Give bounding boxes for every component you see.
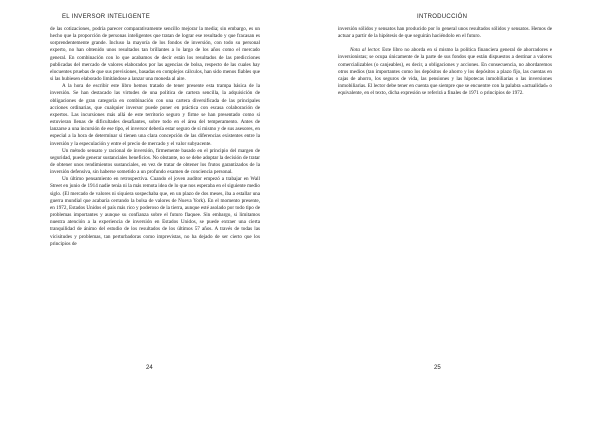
right-page — [300, 0, 600, 424]
running-head: INTRODUCCIÓN — [417, 14, 468, 20]
note-label: Nota al lector. — [350, 47, 381, 54]
body-text — [50, 26, 260, 248]
note-text: Este libro no aborda en sí mismo la política financiera general de ahorradores e inversionistas; se ocupa únicamente de la parte de sus fondos que están dispuestos a destinar a valores comercializables (o canjeables), es decir, a obligaciones y acciones. En consecuencia, no abordaremos otros medios (tan importantes como los depósitos de ahorro y los depósitos a plazo fijo, las cuentas en cajas de ahorro, los seguros de vida, las pensiones y las hipotecas inmobiliarias o las inversiones inmobiliarias. El lector debe tener en cuenta que siempre que se encuentre con la palabra «actualidad» o equivalente, en el texto, dicha expresión se referirá a finales de 1971 o principios de 1972. — [338, 47, 552, 97]
paragraph: Un último pensamiento en retrospectiva. Cuando el joven auditor empezó a trabajar en Wall Street en junio de 1914 nadie tenía ni la más remota idea de lo que nos esperaba en el siguiente medio siglo. (El mercado de valores ni siquiera sospechaba que, en un plazo de dos meses, iba a estallar una guerra mundial que acabaría cerrando la bolsa de valores de Nueva York). En el momento presente, en 1972, Estados Unidos el país más rico y poderoso de la tierra, aunque esté asolado por todo tipo de problemas importantes y aunque su confianza sobre el futuro flaquee. Sin embargo, si limitamos nuestra atención a la experiencia de inversión en Estados Unidos, se puede extraer una cierta tranquilidad de ánimo del estudio de los resultados de los últimos 57 años. A través de todas las vicisitudes y problemas, tan perturbadoras como imprevistas, no ha dejado de ser cierto que los principios de — [50, 176, 260, 247]
note-paragraph — [338, 47, 552, 97]
body-text — [338, 26, 552, 97]
running-head: EL INVERSOR INTELIGENTE — [62, 14, 151, 20]
paragraph: de las cotizaciones, podría parecer comparativamente sencillo mejorar la media; sin embargo, es un hecho que la proporción de personas inteligentes que tratan de lograr ese resultado y que fracasan es sorprendentemente grande. Incluso la mayoría de los fondos de inversión, con todo su personal experto, no han obtenido unos resultados tan brillantes a lo largo de los años como el mercado general. En combinación con lo que acabamos de decir están los resultados de las predicciones publicadas del mercado de valores elaborados por las agencias de bolsa, respecto de las cuales hay elocuentes pruebas de que sus previsiones, basadas en complejos cálculos, han sido menos fiables que si las hubiesen elaborado limitándose a lanzar una moneda al aire. — [50, 26, 260, 83]
page-number: 25 — [434, 365, 441, 371]
paragraph: Un método sensato y racional de inversión, firmemente basado en el principio del margen de seguridad, puede generar sustanciales beneficios. No obstante, no se debe adoptar la decisión de tratar de obtener unos rendimientos sustanciales, en vez de tratar de obtener los frutos garantizados de la inversión defensiva, sin haberse sometido a un profundo examen de conciencia personal. — [50, 147, 260, 176]
paragraph: A la hora de escribir este libro hemos tratado de tener presente esta trampa básica de la inversión. Se han destacado las virtudes de una política de cartera sencilla, la adquisición de obligaciones de gran categoría en combinación con una cartera diversificada de las principales acciones ordinarias, que cualquier inversor puede poner en práctica con escasa colaboración de expertos. Las incursiones más allá de este territorio seguro y firme se han presentado como si estuvieran llenas de dificultades desafiantes, sobre todo en el área del temperamento. Antes de lanzarse a una incursión de ese tipo, el inversor debería estar seguro de sí mismo y de sus asesores, en especial a la hora de determinar si tienen una clara concepción de las diferencias existentes entre la inversión y la especulación y entre el precio de mercado y el valor subyacente. — [50, 83, 260, 147]
page-number: 24 — [146, 365, 153, 371]
paragraph: inversión sólidos y sensatos han producido por lo general unos resultados sólidos y sensatos. Hemos de actuar a partir de la hipótesis de que seguirán haciéndolo en el futuro. — [338, 26, 552, 40]
